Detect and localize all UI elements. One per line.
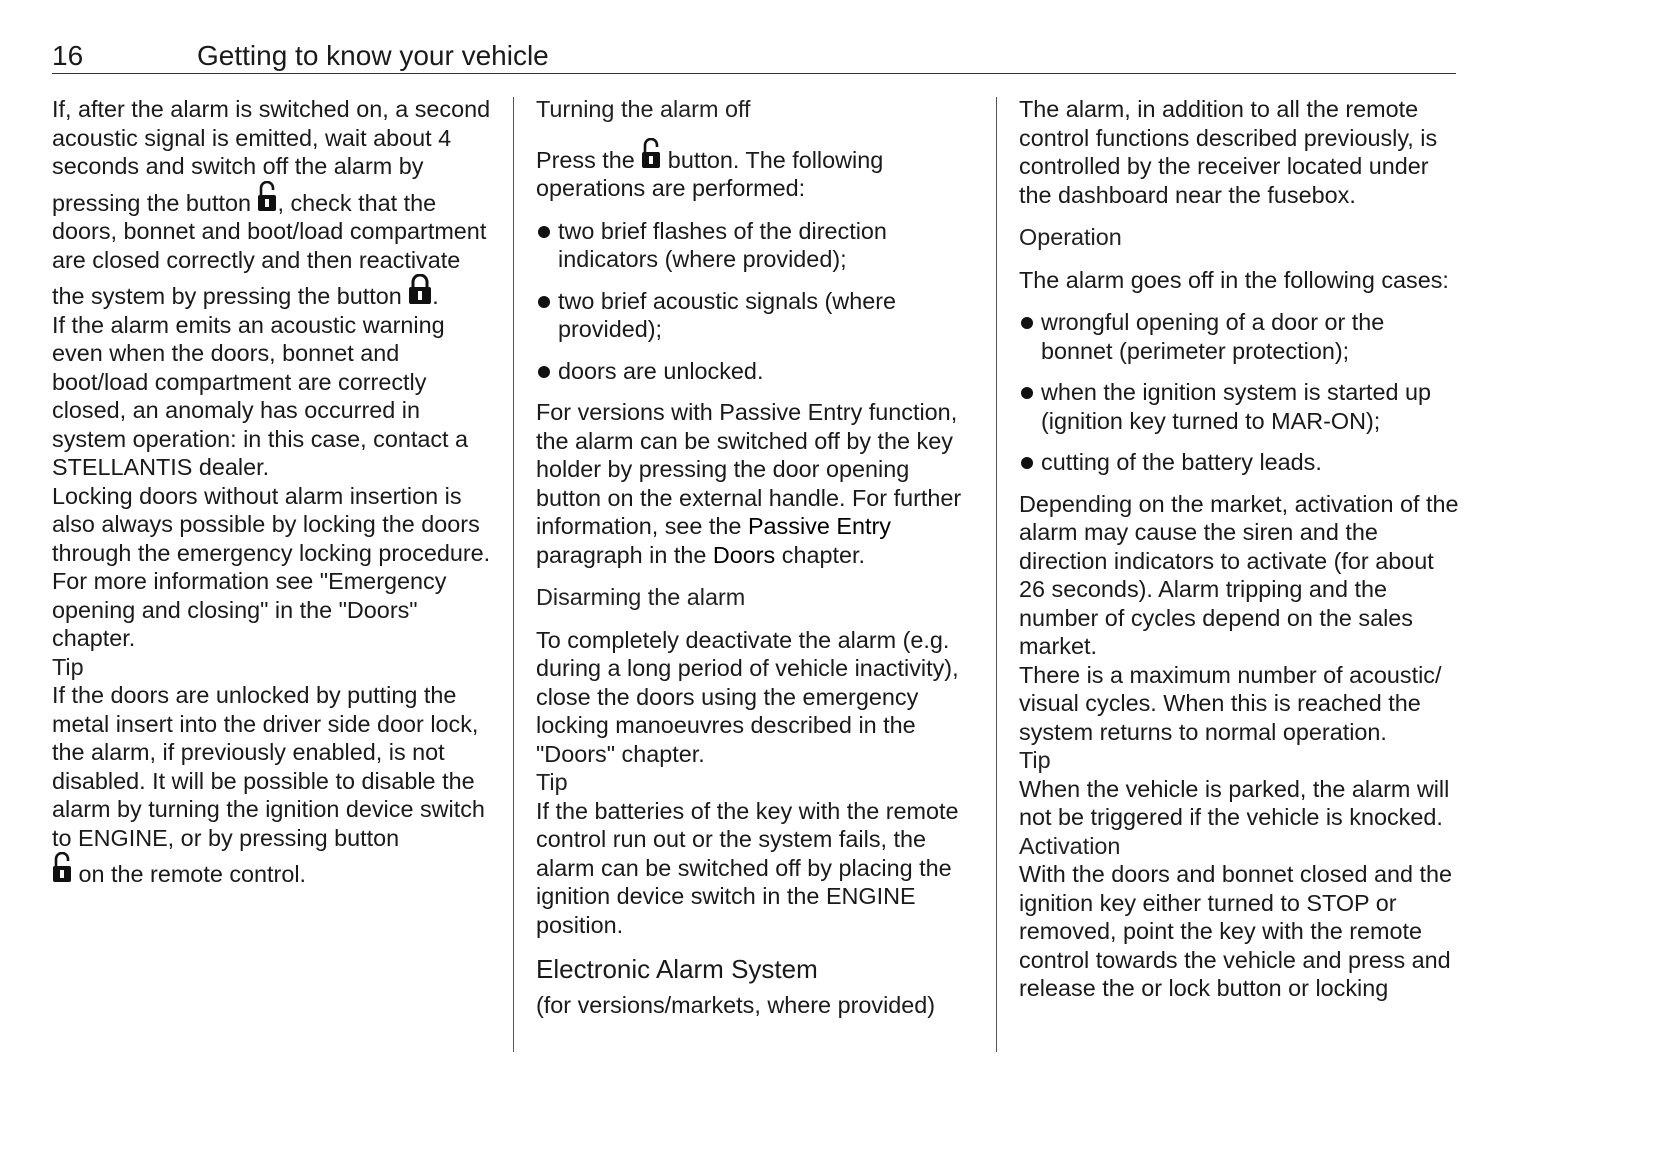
section-heading: Turning the alarm off (536, 96, 751, 122)
paragraph: When the vehicle is parked, the alarm will not be triggered if the vehicle is knocked. (1019, 775, 1450, 830)
bullet-list (536, 217, 976, 386)
text: For versions with Passive Entry function, the alarm can be switched off by the key holder by pressing the door opening button on the external handle. For further information, see the (536, 399, 962, 539)
page-number: 16 (52, 40, 84, 71)
unlock-icon (641, 138, 661, 170)
text: chapter. (775, 541, 865, 568)
unlock-icon (52, 852, 72, 884)
bullet-list (1019, 308, 1459, 477)
text: If, after the alarm is switched on, a second acoustic signal is emitted, wait about 4 seconds and switch off the alarm by pressing the button (52, 96, 491, 216)
list-item: two brief flashes of the direction indicators (where provided); (536, 217, 976, 274)
column-3 (1019, 95, 1459, 1003)
paragraph: The alarm goes off in the following cases: (1019, 266, 1449, 293)
tip-heading: Tip (1019, 747, 1051, 773)
column-divider (513, 97, 514, 1052)
paragraph: To completely deactivate the alarm (e.g. during a long period of vehicle inactivity), close the doors using the emergency locking manoeuvres described in the "Doors" chapter. (536, 626, 959, 767)
tip-heading: Tip (52, 653, 84, 680)
paragraph: If the doors are unlocked by putting the metal insert into the driver side door lock, the alarm, if previously enabled, is not disabled. It will be possible to disable the alarm by turning the ignition device switch to ENGINE, or by pressing button (52, 682, 485, 851)
paragraph: If the alarm emits an acoustic warning even when the doors, bonnet and boot/load compartment are correctly closed, an anomaly has occurred in system operation: in this case, contact a STELLANTIS dealer. (52, 311, 469, 480)
section-heading: Disarming the alarm (536, 584, 746, 610)
list-item: wrongful opening of a door or the bonnet (perimeter protection); (1019, 308, 1459, 365)
column-2 (536, 95, 976, 1020)
section-heading: Operation (1019, 224, 1122, 250)
doors-ref: Doors (712, 541, 776, 568)
paragraph: Depending on the market, activation of the alarm may cause the siren and the direction indicators to activate (for about 26 seconds). Alarm tripping and the number of cycles depend on the sales market. (1019, 490, 1459, 659)
paragraph: The alarm, in addition to all the remote control functions described previously, is controlled by the receiver located under the dashboard near the fusebox. (1019, 96, 1438, 208)
tip-heading: Tip (536, 769, 568, 795)
paragraph: With the doors and bonnet closed and the ignition key either turned to STOP or removed, point the key with the remote control towards the vehicle and press and release the or lock button or locking (1019, 861, 1453, 1001)
paragraph: There is a maximum number of acoustic/ visual cycles. When this is reached the system returns to normal operation. (1019, 661, 1442, 745)
header-rule (52, 73, 1456, 74)
section-heading: Activation (1019, 832, 1121, 859)
paragraph (52, 852, 492, 889)
paragraph (52, 95, 492, 311)
lock-icon (408, 274, 432, 306)
section-title: Electronic Alarm System (536, 954, 818, 984)
text: paragraph in the (536, 541, 713, 568)
text: . (432, 283, 439, 309)
text: button. The following operations are performed: (536, 146, 884, 201)
paragraph: Locking doors without alarm insertion is also always possible by locking the doors through the emergency locking procedure. For more information see "Emergency opening and closing" in the "Doors" chapter. (52, 482, 491, 651)
paragraph (536, 398, 976, 569)
list-item: doors are unlocked. (536, 357, 976, 386)
text: Press the (536, 146, 642, 173)
paragraph: (for versions/markets, where provided) (536, 992, 936, 1018)
text: on the remote control. (72, 861, 307, 887)
column-1 (52, 95, 492, 889)
paragraph: If the batteries of the key with the remote control run out or the system fails, the alarm can be switched off by placing the ignition device switch in the ENGINE position. (536, 797, 959, 938)
list-item: cutting of the battery leads. (1019, 448, 1459, 477)
text: , check that the doors, bonnet and boot/load compartment are closed correctly and then reactivate the system by pressing the button (52, 189, 487, 309)
unlock-icon (257, 181, 277, 213)
page-title: Getting to know your vehicle (197, 40, 549, 71)
paragraph (536, 138, 976, 203)
column-divider (996, 97, 997, 1052)
list-item: two brief acoustic signals (where provided); (536, 287, 976, 344)
list-item: when the ignition system is started up (ignition key turned to MAR-ON); (1019, 378, 1459, 435)
passive-entry-ref: Passive Entry (747, 513, 891, 539)
